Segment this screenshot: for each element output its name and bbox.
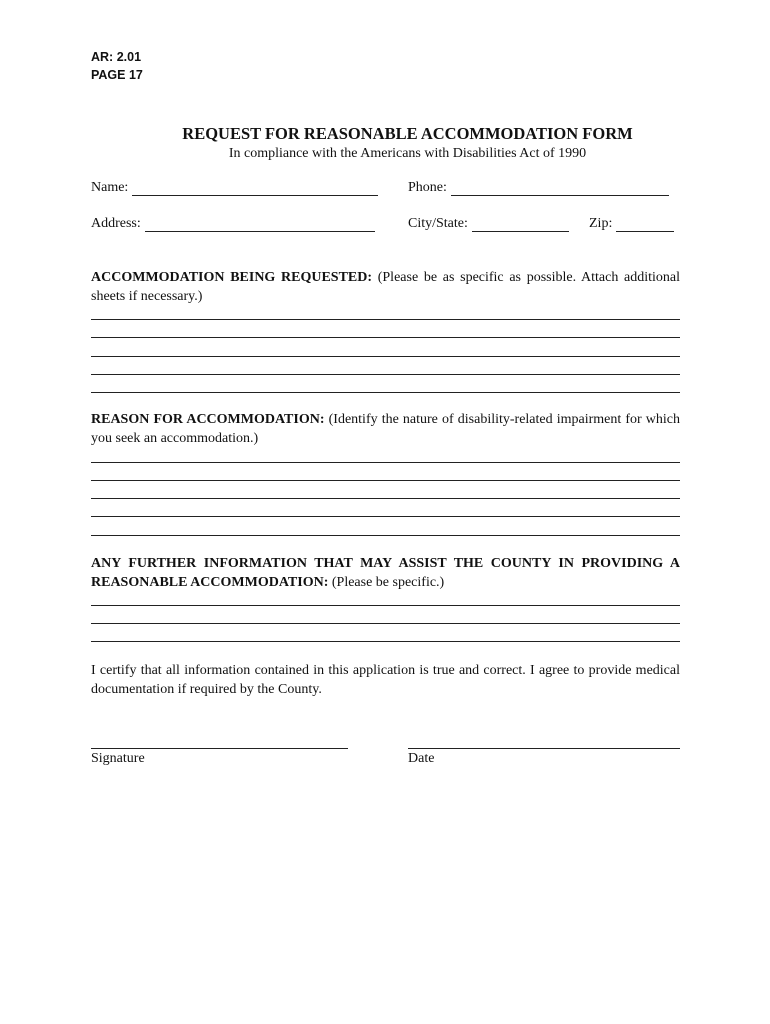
accommodation-line-4[interactable] xyxy=(91,374,680,375)
reason-heading: REASON FOR ACCOMMODATION: xyxy=(91,412,325,427)
accommodation-heading: ACCOMMODATION BEING REQUESTED: xyxy=(91,270,373,285)
further-info-section xyxy=(91,554,680,592)
signature-label: Signature xyxy=(91,751,145,766)
accommodation-line-1[interactable] xyxy=(91,319,680,320)
reason-line-4[interactable] xyxy=(91,516,680,517)
certification-statement: I certify that all information contained in this application is true and correct. I agree to provide medical documentation if required by the County. xyxy=(91,663,680,697)
form-code: AR: 2.01 xyxy=(91,50,142,64)
further-info-heading: ANY FURTHER INFORMATION THAT MAY ASSIST THE COUNTY IN PROVIDING A REASONABLE ACCOMMODATION: xyxy=(91,556,680,590)
reason-line-1[interactable] xyxy=(91,462,680,463)
further-info-line-1[interactable] xyxy=(91,605,680,606)
city-state-input[interactable] xyxy=(472,216,569,232)
accommodation-line-3[interactable] xyxy=(91,356,680,357)
zip-input[interactable] xyxy=(616,216,674,232)
phone-label: Phone: xyxy=(408,180,447,195)
zip-field xyxy=(589,216,674,232)
signature-line[interactable] xyxy=(91,748,348,749)
reason-line-3[interactable] xyxy=(91,498,680,499)
reason-line-2[interactable] xyxy=(91,480,680,481)
accommodation-instructions: (Please be as specific as possible. Attach additional sheets if necessary.) xyxy=(91,270,681,304)
phone-field xyxy=(408,180,669,196)
form-title: REQUEST FOR REASONABLE ACCOMMODATION FORM xyxy=(182,124,633,143)
address-label: Address: xyxy=(91,216,141,231)
phone-input[interactable] xyxy=(451,180,669,196)
accommodation-line-5[interactable] xyxy=(91,392,680,393)
address-field xyxy=(91,216,375,232)
name-field xyxy=(91,180,378,196)
name-label: Name: xyxy=(91,180,129,195)
reason-instructions: (Identify the nature of disability-related impairment for which you seek an accommodation.) xyxy=(91,412,681,446)
further-info-instructions: (Please be specific.) xyxy=(328,575,445,590)
name-input[interactable] xyxy=(132,180,378,196)
zip-label: Zip: xyxy=(589,216,613,231)
accommodation-section xyxy=(91,268,680,306)
reason-line-5[interactable] xyxy=(91,535,680,536)
further-info-line-3[interactable] xyxy=(91,641,680,642)
further-info-line-2[interactable] xyxy=(91,623,680,624)
date-label: Date xyxy=(408,751,435,766)
page-number: PAGE 17 xyxy=(91,68,143,82)
city-state-field xyxy=(408,216,569,232)
city-state-label: City/State: xyxy=(408,216,468,231)
form-subtitle: In compliance with the Americans with Disabilities Act of 1990 xyxy=(228,146,587,161)
reason-section xyxy=(91,410,680,448)
date-line[interactable] xyxy=(408,748,680,749)
address-input[interactable] xyxy=(145,216,375,232)
accommodation-line-2[interactable] xyxy=(91,337,680,338)
